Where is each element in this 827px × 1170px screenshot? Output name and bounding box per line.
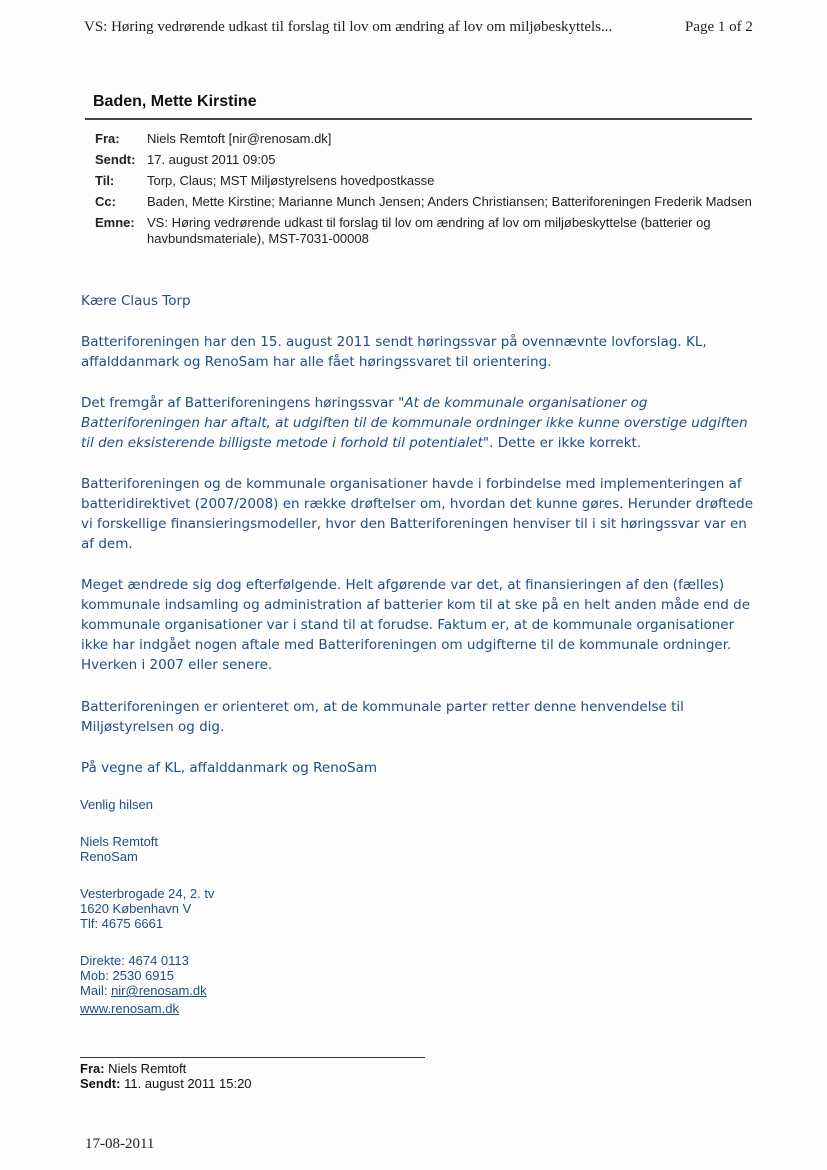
signature-phone: Tlf: 4675 6661 bbox=[80, 916, 164, 931]
to-value: Torp, Claus; MST Miljøstyrelsens hovedpostkasse bbox=[147, 173, 435, 188]
email-header-fields bbox=[95, 131, 755, 252]
forwarded-from-label: Fra: bbox=[80, 1061, 105, 1076]
signature-mobile: Mob: 2530 6915 bbox=[80, 968, 174, 983]
print-header-title: VS: Høring vedrørende udkast til forslag til lov om ændring af lov om miljøbeskyttels... bbox=[84, 19, 613, 35]
signature-contact-block bbox=[80, 953, 207, 1016]
divider bbox=[85, 118, 752, 120]
website-link[interactable]: www.renosam.dk bbox=[80, 1001, 179, 1016]
paragraph-3-text: Batteriforeningen og de kommunale organisationer havde i forbindelse med implementeringen af batteridirektivet (2007/2008) en række drøftelser om, hvordan det kunne gøres. Herunder drøftede vi forskellige finansieringsmodeller, hvor den Batteriforeningen henviser til i sit høringssvar var en af dem. bbox=[81, 476, 754, 552]
signature-closing bbox=[80, 797, 153, 812]
sent-value: 17. august 2011 09:05 bbox=[147, 152, 276, 167]
paragraph-5-text: Batteriforeningen er orienteret om, at de kommunale parter retter denne henvendelse til Miljøstyrelsen og dig. bbox=[81, 699, 684, 735]
subject-value: VS: Høring vedrørende udkast til forslag til lov om ændring af lov om miljøbeskyttelse (batterier og havbundsmateriale), MST-7031-00008 bbox=[147, 215, 711, 246]
paragraph-2-quote: "At de kommunale organisationer og Batteriforeningen har aftalt, at udgiften til de kommunale ordninger ikke kunne overstige udgiften til den eksisterende billigste metode i forhold til potentialet" bbox=[81, 395, 748, 451]
paragraph-6 bbox=[81, 758, 761, 778]
subject-row bbox=[95, 215, 755, 247]
cc-row bbox=[95, 194, 755, 210]
from-row bbox=[95, 131, 755, 147]
forwarded-header bbox=[80, 1061, 252, 1091]
paragraph-5 bbox=[81, 697, 761, 737]
paragraph-3 bbox=[81, 474, 761, 554]
page-number: Page 1 of 2 bbox=[685, 19, 753, 35]
signature-name: Niels Remtoft bbox=[80, 834, 159, 849]
paragraph-2-text bbox=[81, 393, 761, 453]
sent-label: Sendt: bbox=[95, 152, 136, 167]
print-date: 17-08-2011 bbox=[85, 1136, 155, 1152]
forwarded-sent bbox=[80, 1076, 252, 1091]
from-value: Niels Remtoft [nir@renosam.dk] bbox=[147, 131, 332, 146]
cc-value: Baden, Mette Kirstine; Marianne Munch Jensen; Anders Christiansen; Batteriforeningen Frederik Madsen bbox=[147, 194, 752, 209]
paragraph-2 bbox=[81, 393, 761, 453]
email-link[interactable]: nir@renosam.dk bbox=[111, 983, 207, 998]
paragraph-6-text: På vegne af KL, affalddanmark og RenoSam bbox=[81, 760, 378, 776]
signature-direct: Direkte: 4674 0113 bbox=[80, 953, 189, 968]
cc-label: Cc: bbox=[95, 194, 116, 209]
from-label: Fra: bbox=[95, 131, 120, 146]
paragraph-1-text: Batteriforeningen har den 15. august 2011 sendt høringssvar på ovennævnte lovforslag. KL, affalddanmark og RenoSam har alle fået høringssvaret til orientering. bbox=[81, 334, 707, 370]
mailbox-owner-name: Baden, Mette Kirstine bbox=[93, 93, 257, 110]
signature-name-block bbox=[80, 834, 158, 864]
signature-address-1: Vesterbrogade 24, 2. tv bbox=[80, 886, 215, 901]
mail-label: Mail: bbox=[80, 983, 112, 998]
forward-divider bbox=[80, 1057, 425, 1058]
greeting-text: Kære Claus Torp bbox=[81, 293, 191, 309]
closing-text: Venlig hilsen bbox=[80, 797, 153, 812]
paragraph-2-end: . Dette er ikke korrekt. bbox=[489, 435, 642, 451]
forwarded-from-value: Niels Remtoft bbox=[104, 1061, 187, 1076]
to-label: Til: bbox=[95, 173, 115, 188]
greeting bbox=[81, 291, 761, 311]
forwarded-from bbox=[80, 1061, 252, 1076]
signature-address-block bbox=[80, 886, 214, 931]
forwarded-sent-label: Sendt: bbox=[80, 1076, 121, 1091]
signature-mail bbox=[80, 983, 207, 998]
subject-label: Emne: bbox=[95, 215, 135, 230]
signature-web bbox=[80, 1001, 207, 1016]
sent-row bbox=[95, 152, 755, 168]
signature-address-2: 1620 København V bbox=[80, 901, 192, 916]
paragraph-4-text: Meget ændrede sig dog efterfølgende. Helt afgørende var det, at finansieringen af den (fælles) kommunale indsamling og administration af batterier kom til at ske på en helt anden måde end de kommunale organisationer var i stand til at forudse. Faktum er, at de kommunale organisationer ikke har indgået nogen aftale med Batteriforeningen om udgifterne til de kommunale ordninger. Hverken i 2007 eller senere. bbox=[81, 577, 751, 673]
signature-org: RenoSam bbox=[80, 849, 138, 864]
paragraph-2-start: Det fremgår af Batteriforeningens høringssvar bbox=[81, 395, 399, 411]
paragraph-4 bbox=[81, 575, 761, 675]
forwarded-sent-value: 11. august 2011 15:20 bbox=[120, 1076, 252, 1091]
to-row bbox=[95, 173, 755, 189]
paragraph-1 bbox=[81, 332, 761, 372]
